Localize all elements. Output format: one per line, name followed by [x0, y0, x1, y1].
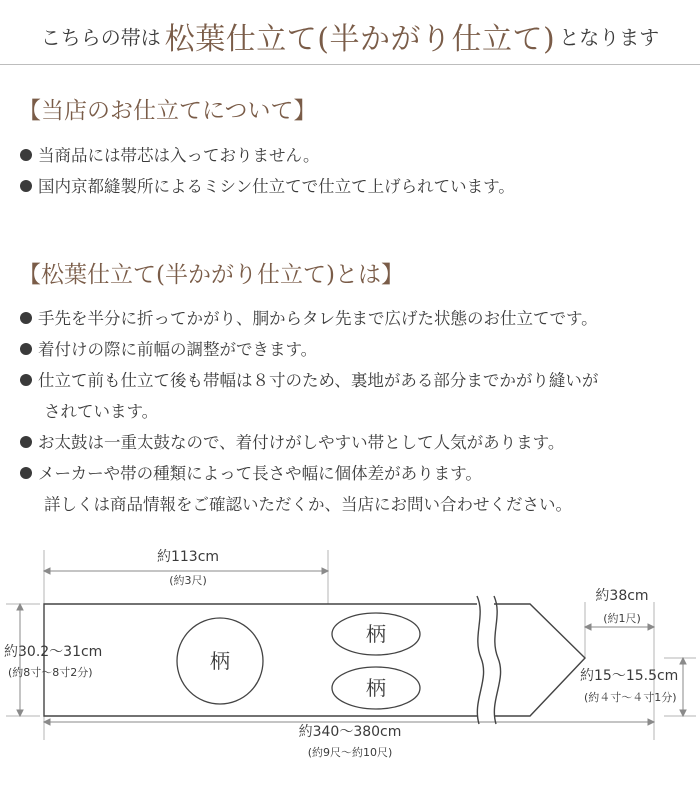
tare-length-shaku: (約1尺) [603, 612, 641, 625]
bullet-item: 仕立て前も仕立て後も帯幅は８寸のため、裏地がある部分までかがり縫いが されています。 [20, 365, 598, 427]
section-title-tailoring: 【当店のお仕立てについて】 [18, 98, 317, 124]
bullet-item: 当商品には帯芯は入っておりません。 [20, 140, 515, 171]
tip-width-shaku: (約４寸～４寸1分) [584, 691, 677, 704]
section-title-matsuba: 【松葉仕立て(半かがり仕立て)とは】 [18, 262, 404, 288]
bullet-list-tailoring [20, 140, 515, 202]
bullet-item: メーカーや帯の種類によって長さや幅に個体差があります。 詳しくは商品情報をご確認いただくか、当店にお問い合わせください。 [20, 458, 598, 520]
total-length-shaku: (約9尺～約10尺) [307, 746, 393, 759]
obi-size-diagram [0, 540, 700, 802]
header-prefix: こちらの帯は [40, 25, 161, 50]
tip-width-label: 約15～15.5cm [580, 668, 679, 684]
bullet-dot-icon [20, 467, 32, 479]
width-shaku: (約8寸～8寸2分) [8, 666, 93, 679]
pattern-label: 柄 [366, 622, 386, 646]
pattern-label: 柄 [210, 649, 230, 673]
bullet-item: 手先を半分に折ってかがり、胴からタレ先まで広げた状態のお仕立てです。 [20, 303, 598, 334]
total-length-label: 約340～380cm [298, 724, 402, 740]
header-suffix: となります [559, 25, 660, 50]
bullet-item: 着付けの際に前幅の調整ができます。 [20, 334, 598, 365]
tesaki-length-shaku: (約3尺) [169, 574, 207, 587]
bullet-dot-icon [20, 180, 32, 192]
bullet-dot-icon [20, 149, 32, 161]
bullet-item: お太鼓は一重太鼓なので、着付けがしやすい帯として人気があります。 [20, 427, 598, 458]
header-highlight: 松葉仕立て(半かがり仕立て) [164, 22, 556, 57]
bullet-dot-icon [20, 374, 32, 386]
header-line [0, 14, 700, 58]
pattern-label: 柄 [366, 676, 386, 700]
bullet-dot-icon [20, 343, 32, 355]
tesaki-length-label: 約113cm [156, 549, 220, 565]
bullet-dot-icon [20, 312, 32, 324]
bullet-dot-icon [20, 436, 32, 448]
obi-outline [44, 596, 585, 724]
width-label: 約30.2～31cm [4, 644, 103, 660]
page-header [0, 0, 700, 65]
tare-length-label: 約38cm [595, 588, 649, 604]
bullet-list-matsuba [20, 303, 598, 520]
bullet-item: 国内京都縫製所によるミシン仕立てで仕立て上げられています。 [20, 171, 515, 202]
